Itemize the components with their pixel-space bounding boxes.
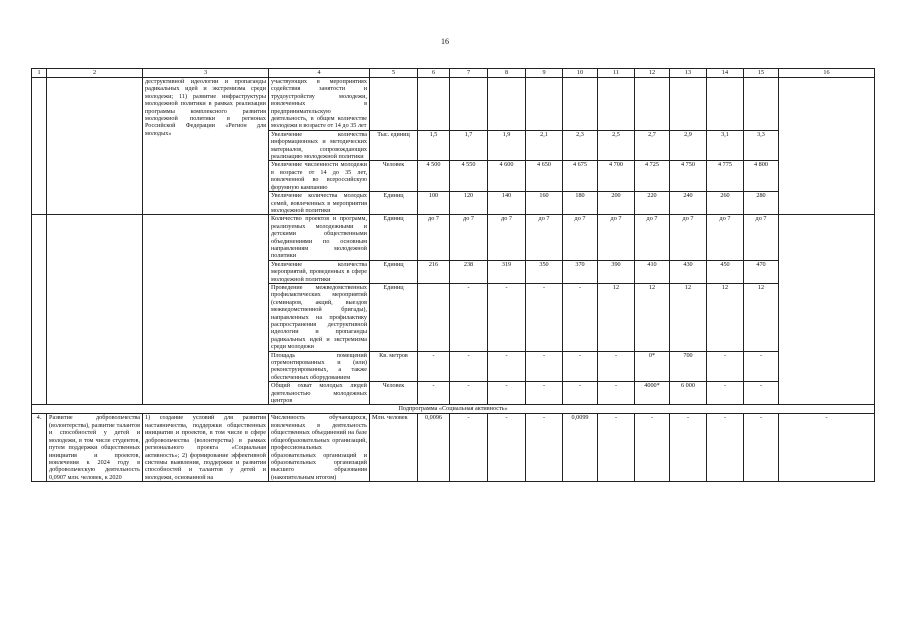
indicator-unit: Кв. метров <box>370 351 418 382</box>
value-cell: до 7 <box>635 215 670 260</box>
value-cell: 4 700 <box>598 161 635 192</box>
value-cell: до 7 <box>670 215 707 260</box>
value-cell: - <box>488 283 526 351</box>
value-cell: до 7 <box>450 215 488 260</box>
table-row <box>32 78 875 131</box>
value-cell: - <box>635 414 670 482</box>
value-cell: 200 <box>598 192 635 215</box>
value-cell: - <box>526 414 563 482</box>
value-cell: 2,1 <box>526 130 563 161</box>
value-cell: 0,0096 <box>418 414 450 482</box>
indicator-name: Общий охват молодых людей деятельностью молодежных центров <box>269 382 370 405</box>
value-cell: 319 <box>488 260 526 283</box>
value-cell: 4 500 <box>418 161 450 192</box>
value-cell: 4 800 <box>744 161 779 192</box>
header-cell-10: 10 <box>563 69 598 78</box>
value-cell: 4 550 <box>450 161 488 192</box>
header-cell-15: 15 <box>744 69 779 78</box>
value-cell <box>744 78 779 131</box>
value-cell: 12 <box>635 283 670 351</box>
indicator-name: Увеличение количества молодых семей, вовлеченных в мероприятия молодежной политики <box>269 192 370 215</box>
value-cell: - <box>598 351 635 382</box>
value-cell: - <box>450 414 488 482</box>
tasks-cell <box>143 215 269 405</box>
value-cell: - <box>450 283 488 351</box>
value-cell: - <box>563 351 598 382</box>
value-cell: 4 650 <box>526 161 563 192</box>
value-cell: - <box>707 382 744 405</box>
value-cell: 240 <box>670 192 707 215</box>
tasks-cell: 1) создание условий для развития наставничества, поддержки общественных инициатив и проектов, в том числе в сфере добровольчества (волонтерства) в рамках регионального проекта «Социальная активность»; 2) формирование эффективной системы выявления, поддержки и развития способностей и талантов у детей и молодежи, основанной на <box>143 414 269 482</box>
value-cell: - <box>598 382 635 405</box>
indicator-name: Увеличение численности молодежи в возрасте от 14 до 35 лет, вовлеченной во всероссийскую форумную кампанию <box>269 161 370 192</box>
header-cell-12: 12 <box>635 69 670 78</box>
header-cell-3: 3 <box>143 69 269 78</box>
value-cell: до 7 <box>707 215 744 260</box>
value-cell: - <box>744 351 779 382</box>
value-cell: 3,3 <box>744 130 779 161</box>
indicator-unit <box>370 78 418 131</box>
value-cell: 4 750 <box>670 161 707 192</box>
value-cell: 100 <box>418 192 450 215</box>
value-cell: - <box>526 283 563 351</box>
value-cell: 4 600 <box>488 161 526 192</box>
value-cell: - <box>707 351 744 382</box>
value-cell: 4000* <box>635 382 670 405</box>
value-cell: 160 <box>526 192 563 215</box>
value-cell: 1,5 <box>418 130 450 161</box>
value-cell: 470 <box>744 260 779 283</box>
value-cell: 140 <box>488 192 526 215</box>
header-cell-6: 6 <box>418 69 450 78</box>
value-cell: 4 725 <box>635 161 670 192</box>
header-cell-4: 4 <box>269 69 370 78</box>
value-cell: 220 <box>635 192 670 215</box>
value-cell: 238 <box>450 260 488 283</box>
value-cell <box>450 78 488 131</box>
header-cell-16: 16 <box>779 69 875 78</box>
value-cell <box>418 78 450 131</box>
value-cell: 390 <box>598 260 635 283</box>
value-cell: 0,0099 <box>563 414 598 482</box>
value-cell <box>670 78 707 131</box>
header-cell-8: 8 <box>488 69 526 78</box>
value-cell: - <box>744 382 779 405</box>
value-cell: 3,1 <box>707 130 744 161</box>
value-cell <box>707 78 744 131</box>
value-cell: 370 <box>563 260 598 283</box>
value-cell: - <box>488 414 526 482</box>
value-cell: 4 775 <box>707 161 744 192</box>
header-row <box>32 69 875 78</box>
header-cell-11: 11 <box>598 69 635 78</box>
value-cell: - <box>418 351 450 382</box>
col16-cell: - <box>779 414 875 482</box>
header-cell-1: 1 <box>32 69 47 78</box>
value-cell <box>488 78 526 131</box>
value-cell: - <box>526 382 563 405</box>
value-cell: до 7 <box>563 215 598 260</box>
value-cell: 430 <box>670 260 707 283</box>
indicators-table <box>31 68 875 482</box>
goal-cell <box>47 215 143 405</box>
goal-cell <box>47 78 143 215</box>
indicator-name: Количество проектов и программ, реализуемых молодежными и детскими общественными объединениями по основным направлениям молодежной политики <box>269 215 370 260</box>
tasks-cell: деструктивной идеологии и пропаганды радикальных идей и экстремизма среди молодежи; 11) развитие инфраструктуры молодежной политики в рамках реализации программы комплексного развития молодежной политики в регионах Российской Федерации «Регион для молодых» <box>143 78 269 215</box>
value-cell: до 7 <box>488 215 526 260</box>
col16-cell <box>779 78 875 215</box>
value-cell: 6 000 <box>670 382 707 405</box>
value-cell: 12 <box>744 283 779 351</box>
table-row <box>32 414 875 482</box>
value-cell: 120 <box>450 192 488 215</box>
indicator-unit: Единиц <box>370 192 418 215</box>
value-cell: - <box>488 382 526 405</box>
value-cell: - <box>418 382 450 405</box>
indicator-unit: Единиц <box>370 283 418 351</box>
header-cell-14: 14 <box>707 69 744 78</box>
indicator-unit: Единиц <box>370 215 418 260</box>
indicator-name: Проведение межведомственных профилактических мероприятий (семинаров, акций, выездов межведомственной бригады), направленных на профилактику распространения деструктивной идеологии и пропаганды радикальных идей и экстремизма среди молодежи <box>269 283 370 351</box>
indicator-unit: Человек <box>370 161 418 192</box>
header-cell-13: 13 <box>670 69 707 78</box>
value-cell: 2,5 <box>598 130 635 161</box>
subprogram-row <box>32 405 875 414</box>
value-cell: 1,9 <box>488 130 526 161</box>
value-cell: до 7 <box>526 215 563 260</box>
value-cell: 12 <box>670 283 707 351</box>
value-cell: - <box>563 382 598 405</box>
indicator-name: Увеличение количества информационных и методических материалов, сопровождающих реализацию молодежной политики <box>269 130 370 161</box>
value-cell: 216 <box>418 260 450 283</box>
value-cell: - <box>563 283 598 351</box>
col1-cell <box>32 78 47 215</box>
header-cell-2: 2 <box>47 69 143 78</box>
value-cell <box>563 78 598 131</box>
subprogram-title: Подпрограмма «Социальная активность» <box>32 405 875 414</box>
col1-cell <box>32 215 47 405</box>
indicator-name: Площадь помещений отремонтированных и (или) реконструированных, а также обеспеченных оборудованием <box>269 351 370 382</box>
value-cell: 700 <box>670 351 707 382</box>
header-cell-5: 5 <box>370 69 418 78</box>
row-number: 4. <box>32 414 47 482</box>
indicator-unit: Человек <box>370 382 418 405</box>
value-cell: - <box>526 351 563 382</box>
value-cell: 350 <box>526 260 563 283</box>
value-cell: - <box>450 351 488 382</box>
value-cell: - <box>488 351 526 382</box>
value-cell: - <box>707 414 744 482</box>
value-cell: 410 <box>635 260 670 283</box>
value-cell <box>598 78 635 131</box>
indicator-unit: Единиц <box>370 260 418 283</box>
header-cell-7: 7 <box>450 69 488 78</box>
value-cell: 450 <box>707 260 744 283</box>
value-cell: 0* <box>635 351 670 382</box>
goal-cell: Развитие добровольчества (волонтерства), развитие талантов и способностей у детей и молодежи, в том числе студентов, путем поддержки общественных инициатив и проектов, вовлечения к 2024 году в добровольческую деятельность 0,0907 млн. человек, к 2020 <box>47 414 143 482</box>
indicator-unit: Млн. человек <box>370 414 418 482</box>
page-number: 16 <box>441 37 449 46</box>
value-cell <box>526 78 563 131</box>
value-cell: - <box>670 414 707 482</box>
value-cell <box>635 78 670 131</box>
indicator-name: Численность обучающихся, вовлеченных в деятельность общественных объединений на базе общеобразовательных организаций, профессиональных образовательных организаций и образовательных организаций высшего образования (накопительным итогом) <box>269 414 370 482</box>
indicator-unit: Тыс. единиц <box>370 130 418 161</box>
value-cell: 12 <box>598 283 635 351</box>
value-cell: до 7 <box>744 215 779 260</box>
header-cell-9: 9 <box>526 69 563 78</box>
value-cell: до 7 <box>418 215 450 260</box>
value-cell: 2,9 <box>670 130 707 161</box>
value-cell: 2,7 <box>635 130 670 161</box>
value-cell: до 7 <box>598 215 635 260</box>
value-cell: 280 <box>744 192 779 215</box>
value-cell: 12 <box>707 283 744 351</box>
value-cell <box>418 283 450 351</box>
value-cell: - <box>450 382 488 405</box>
table-row <box>32 215 875 260</box>
value-cell: - <box>744 414 779 482</box>
col16-cell <box>779 215 875 405</box>
value-cell: 260 <box>707 192 744 215</box>
indicator-name: Увеличение количества мероприятий, проведенных в сфере молодежной политики <box>269 260 370 283</box>
value-cell: 180 <box>563 192 598 215</box>
value-cell: 2,3 <box>563 130 598 161</box>
value-cell: 4 675 <box>563 161 598 192</box>
value-cell: - <box>598 414 635 482</box>
indicator-name: участвующих в мероприятиях содействия занятости и трудоустройству молодежи, вовлеченных в предпринимательскую деятельность, в общем количестве молодежи в возрасте от 14 до 35 лет <box>269 78 370 131</box>
value-cell: 1,7 <box>450 130 488 161</box>
